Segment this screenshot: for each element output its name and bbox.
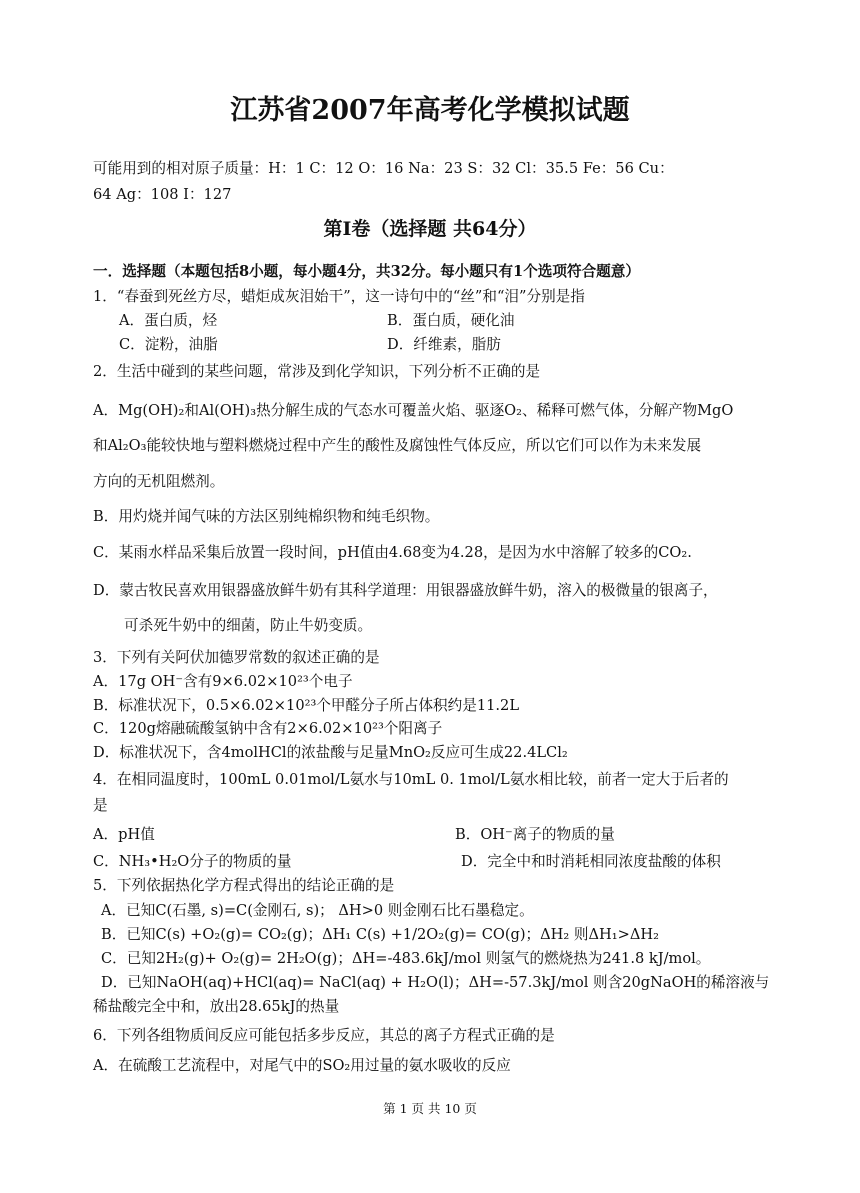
q3-stem: 3．下列有关阿伏加德罗常数的叙述正确的是 xyxy=(93,649,380,666)
q4-option-b: B．OH⁻离子的物质的量 xyxy=(455,826,615,843)
q5-option-b: B．已知C(s) +O₂(g)= CO₂(g)；ΔH₁ C(s) +1/2O₂(g)= CO(g)；ΔH₂ 则ΔH₁>ΔH₂ xyxy=(101,926,659,943)
q4-option-d: D．完全中和时消耗相同浓度盐酸的体积 xyxy=(461,853,721,870)
q1-option-b: B．蛋白质，硬化油 xyxy=(387,312,515,329)
q4-stem-line2: 是 xyxy=(93,797,108,814)
q5-stem: 5．下列依据热化学方程式得出的结论正确的是 xyxy=(93,877,395,894)
q2-option-a-line1: A．Mg(OH)₂和Al(OH)₃热分解生成的气态水可覆盖火焰、驱逐O₂、稀释可燃气体，分解产物MgO xyxy=(93,402,734,419)
q5-option-c: C．已知2H₂(g)+ O₂(g)= 2H₂O(g)；ΔH=-483.6kJ/mol 则氢气的燃烧热为241.8 kJ/mol。 xyxy=(101,950,711,967)
q6-option-a: A．在硫酸工艺流程中，对尾气中的SO₂用过量的氨水吸收的反应 xyxy=(93,1057,511,1074)
q2-option-a-line3: 方向的无机阻燃剂。 xyxy=(93,473,225,490)
q2-option-c: C．某雨水样品采集后放置一段时间，pH值由4.68变为4.28，是因为水中溶解了较多的CO₂. xyxy=(93,544,692,561)
q2-option-d-line1: D．蒙古牧民喜欢用银器盛放鲜牛奶有其科学道理：用银器盛放鲜牛奶，溶入的极微量的银离子， xyxy=(93,582,718,599)
q3-option-a: A．17g OH⁻含有9×6.02×10²³个电子 xyxy=(93,673,353,690)
q4-option-a: A．pH值 xyxy=(93,826,155,843)
q1-option-d: D．纤维素，脂肪 xyxy=(387,336,501,353)
section-title: 第Ⅰ卷（选择题 共64分） xyxy=(323,218,537,240)
q2-option-a-line2: 和Al₂O₃能较快地与塑料燃烧过程中产生的酸性及腐蚀性气体反应，所以它们可以作为未来发展 xyxy=(93,437,702,454)
q3-option-c: C．120g熔融硫酸氢钠中含有2×6.02×10²³个阳离子 xyxy=(93,720,443,737)
q5-option-d-line2: 稀盐酸完全中和，放出28.65kJ的热量 xyxy=(93,998,340,1015)
q2-option-b: B．用灼烧并闻气味的方法区别纯棉织物和纯毛织物。 xyxy=(93,508,440,525)
page-footer: 第 1 页 共 10 页 xyxy=(383,1101,477,1116)
q4-option-c: C．NH₃•H₂O分子的物质的量 xyxy=(93,853,292,870)
q3-option-d: D．标准状况下，含4molHCl的浓盐酸与足量MnO₂反应可生成22.4LCl₂ xyxy=(93,744,568,761)
part1-header: 一．选择题（本题包括8小题，每小题4分，共32分。每小题只有1个选项符合题意） xyxy=(93,263,640,280)
q5-option-a: A．已知C(石墨, s)=C(金刚石, s)； ΔH>0 则金刚石比石墨稳定。 xyxy=(101,902,534,919)
q2-option-d-line2: 可杀死牛奶中的细菌，防止牛奶变质。 xyxy=(124,617,373,634)
q5-option-d-line1: D．已知NaOH(aq)+HCl(aq)= NaCl(aq) + H₂O(l)；ΔH=-57.3kJ/mol 则含20gNaOH的稀溶液与 xyxy=(101,974,770,991)
q2-stem: 2．生活中碰到的某些问题，常涉及到化学知识，下列分析不正确的是 xyxy=(93,363,541,380)
atomic-mass-line-2: 64 Ag：108 I：127 xyxy=(93,186,232,203)
q4-stem-line1: 4．在相同温度时，100mL 0.01mol/L氨水与10mL 0. 1mol/L氨水相比较，前者一定大于后者的 xyxy=(93,771,729,788)
q1-stem: 1．“春蚕到死丝方尽，蜡炬成灰泪始干”，这一诗句中的“丝”和“泪”分别是指 xyxy=(93,288,585,305)
q1-option-c: C．淀粉，油脂 xyxy=(119,336,218,353)
q6-stem: 6．下列各组物质间反应可能包括多步反应，其总的离子方程式正确的是 xyxy=(93,1027,555,1044)
q1-option-a: A．蛋白质，烃 xyxy=(119,312,218,329)
page-title: 江苏省2007年高考化学模拟试题 xyxy=(230,95,630,126)
q3-option-b: B．标准状况下，0.5×6.02×10²³个甲醛分子所占体积约是11.2L xyxy=(93,697,520,714)
atomic-mass-line-1: 可能用到的相对原子质量：H：1 C：12 O：16 Na：23 S：32 Cl：35.5 Fe：56 Cu： xyxy=(93,160,674,177)
